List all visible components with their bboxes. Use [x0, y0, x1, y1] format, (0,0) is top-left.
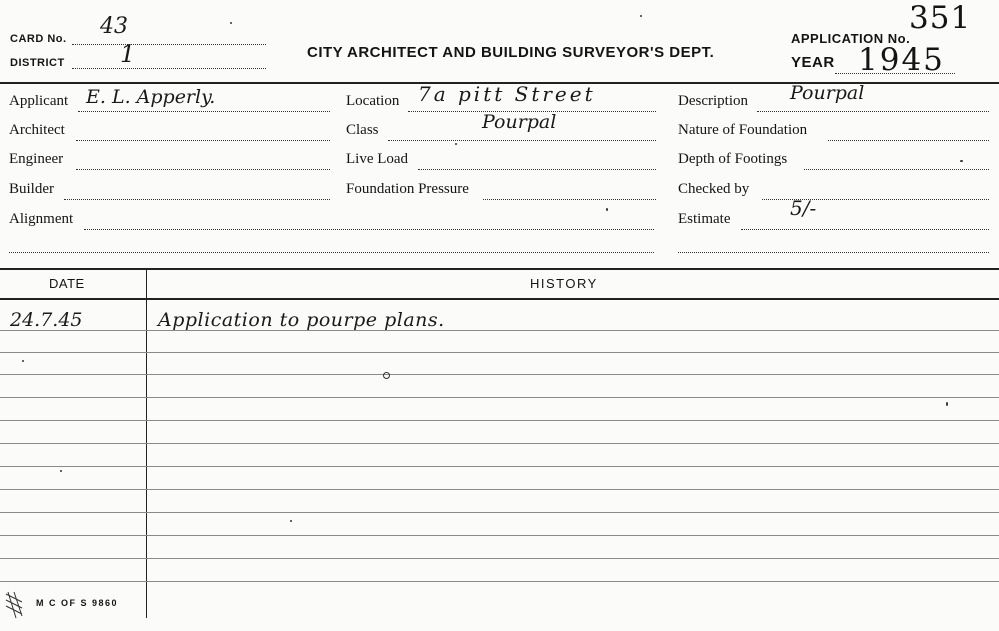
scan-speck	[383, 372, 390, 379]
scan-speck	[290, 520, 292, 522]
ruled-line	[0, 374, 999, 375]
engineer-label: Engineer	[9, 151, 64, 167]
alignment-line	[84, 229, 654, 230]
applicant-value: E. L. Apperly.	[86, 86, 216, 108]
scan-speck	[606, 208, 608, 211]
foundation-pressure-line	[483, 199, 656, 200]
crosshatch-mark-icon	[4, 590, 26, 620]
scan-speck	[22, 360, 24, 362]
ruled-line	[0, 581, 999, 582]
depth-of-footings-label: Depth of Footings	[678, 151, 788, 167]
date-column-header: DATE	[49, 276, 85, 291]
scan-speck	[60, 470, 62, 472]
table-top-border	[0, 268, 999, 270]
description-value: Pourpal	[790, 82, 865, 104]
estimate-line	[741, 229, 989, 230]
card-no-value: 43	[100, 14, 128, 39]
header-row-border	[0, 298, 999, 300]
estimate-line-2	[678, 252, 989, 253]
class-value: Pourpal	[482, 111, 557, 133]
department-title: CITY ARCHITECT AND BUILDING SURVEYOR'S DEPT.	[307, 44, 715, 61]
district-label: DISTRICT	[10, 57, 65, 69]
year-label: YEAR	[791, 54, 835, 71]
alignment-label: Alignment	[9, 211, 74, 227]
estimate-value: 5/-	[790, 196, 817, 220]
architect-line	[76, 140, 330, 141]
scan-speck	[960, 160, 963, 162]
ruled-line	[0, 397, 999, 398]
alignment-line-2	[9, 252, 654, 253]
ruled-line	[0, 512, 999, 513]
ruled-line	[0, 535, 999, 536]
history-row-text: Application to pourpe plans.	[158, 309, 445, 331]
depth-of-footings-line	[804, 169, 989, 170]
builder-line	[64, 199, 330, 200]
engineer-line	[76, 169, 330, 170]
history-column-header: HISTORY	[530, 276, 598, 291]
form-code: M C OF S 9860	[36, 598, 119, 608]
applicant-line	[78, 111, 330, 112]
scan-speck	[230, 22, 232, 24]
location-label: Location	[346, 93, 400, 109]
ruled-line	[0, 489, 999, 490]
architect-label: Architect	[9, 122, 65, 138]
ruled-line	[0, 420, 999, 421]
live-load-label: Live Load	[346, 151, 409, 167]
ruled-line	[0, 330, 999, 331]
estimate-label: Estimate	[678, 211, 731, 227]
ruled-line	[0, 558, 999, 559]
builder-label: Builder	[9, 181, 54, 197]
application-no-label: APPLICATION No.	[791, 31, 911, 46]
application-no-value: 351	[909, 0, 972, 36]
ruled-line	[0, 352, 999, 353]
checked-by-label: Checked by	[678, 181, 750, 197]
location-value: 7a pitt Street	[418, 82, 596, 106]
history-row-date: 24.7.45	[10, 309, 83, 331]
ruled-line	[0, 466, 999, 467]
class-line	[388, 140, 656, 141]
district-value: 1	[120, 40, 136, 68]
nature-of-foundation-label: Nature of Foundation	[678, 122, 808, 138]
description-label: Description	[678, 93, 748, 109]
live-load-line	[418, 169, 656, 170]
description-line	[757, 111, 989, 112]
class-label: Class	[346, 122, 379, 138]
year-value: 1945	[858, 42, 945, 78]
card-no-label: CARD No.	[10, 33, 67, 45]
ruled-line	[0, 443, 999, 444]
scan-speck	[946, 402, 948, 406]
nature-of-foundation-line	[828, 140, 989, 141]
applicant-label: Applicant	[9, 93, 69, 109]
scan-speck	[455, 143, 457, 145]
card-no-line	[72, 44, 266, 45]
district-line	[72, 68, 266, 69]
scan-speck	[640, 15, 642, 17]
foundation-pressure-label: Foundation Pressure	[346, 181, 469, 197]
